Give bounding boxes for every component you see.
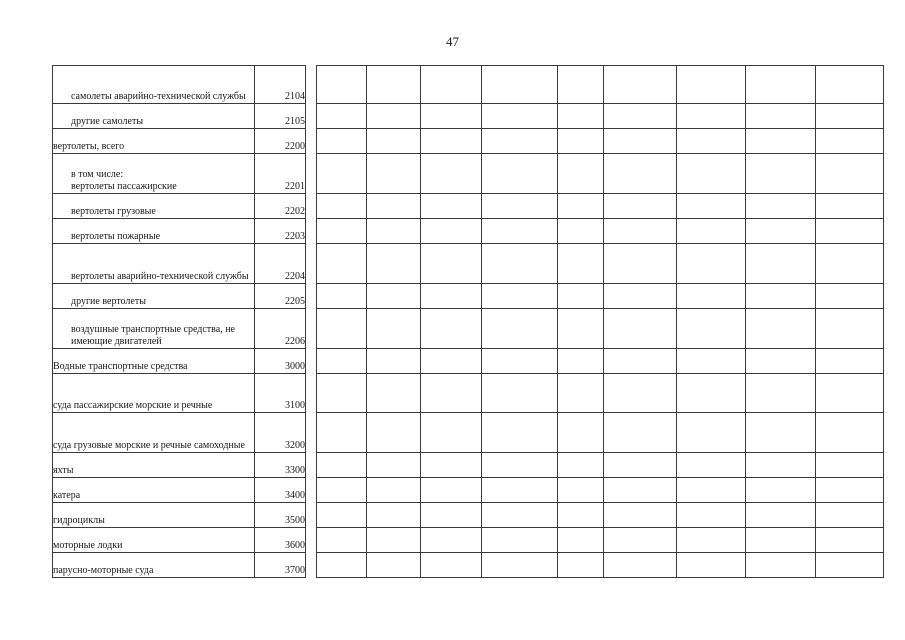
row-code: 2201 bbox=[255, 154, 306, 194]
table-row bbox=[53, 194, 884, 219]
row-name: в том числе: вертолеты пассажирские bbox=[53, 154, 255, 194]
empty-cell bbox=[604, 104, 677, 129]
empty-cell bbox=[677, 194, 746, 219]
empty-cell bbox=[604, 503, 677, 528]
table-row bbox=[53, 528, 884, 553]
empty-cell bbox=[816, 284, 884, 309]
empty-cell bbox=[746, 104, 816, 129]
empty-cell bbox=[482, 284, 558, 309]
empty-cell bbox=[317, 413, 367, 453]
empty-cell bbox=[421, 503, 482, 528]
row-name: вертолеты аварийно-технической службы bbox=[53, 244, 255, 284]
empty-cell bbox=[367, 553, 421, 578]
empty-cell bbox=[421, 129, 482, 154]
empty-cell bbox=[816, 244, 884, 284]
empty-cell bbox=[746, 129, 816, 154]
row-code: 3100 bbox=[255, 374, 306, 413]
empty-cell bbox=[482, 528, 558, 553]
column-gap bbox=[306, 374, 317, 413]
table-row bbox=[53, 154, 884, 194]
empty-cell bbox=[421, 66, 482, 104]
table-row bbox=[53, 553, 884, 578]
empty-cell bbox=[317, 553, 367, 578]
column-gap bbox=[306, 413, 317, 453]
empty-cell bbox=[558, 374, 604, 413]
empty-cell bbox=[558, 453, 604, 478]
empty-cell bbox=[367, 374, 421, 413]
empty-cell bbox=[677, 66, 746, 104]
empty-cell bbox=[558, 219, 604, 244]
empty-cell bbox=[604, 528, 677, 553]
empty-cell bbox=[367, 194, 421, 219]
empty-cell bbox=[421, 553, 482, 578]
empty-cell bbox=[367, 528, 421, 553]
row-code: 2202 bbox=[255, 194, 306, 219]
empty-cell bbox=[482, 553, 558, 578]
empty-cell bbox=[604, 129, 677, 154]
empty-cell bbox=[421, 309, 482, 349]
row-code: 3500 bbox=[255, 503, 306, 528]
column-gap bbox=[306, 453, 317, 478]
row-name: моторные лодки bbox=[53, 528, 255, 553]
empty-cell bbox=[604, 553, 677, 578]
empty-cell bbox=[367, 219, 421, 244]
empty-cell bbox=[482, 309, 558, 349]
column-gap bbox=[306, 154, 317, 194]
empty-cell bbox=[816, 66, 884, 104]
empty-cell bbox=[421, 453, 482, 478]
empty-cell bbox=[317, 284, 367, 309]
empty-cell bbox=[367, 244, 421, 284]
empty-cell bbox=[558, 503, 604, 528]
table-row bbox=[53, 129, 884, 154]
empty-cell bbox=[317, 244, 367, 284]
row-name: другие вертолеты bbox=[53, 284, 255, 309]
empty-cell bbox=[421, 154, 482, 194]
empty-cell bbox=[317, 528, 367, 553]
empty-cell bbox=[604, 219, 677, 244]
empty-cell bbox=[482, 154, 558, 194]
empty-cell bbox=[317, 453, 367, 478]
empty-cell bbox=[746, 453, 816, 478]
row-name: другие самолеты bbox=[53, 104, 255, 129]
empty-cell bbox=[746, 503, 816, 528]
empty-cell bbox=[317, 349, 367, 374]
empty-cell bbox=[421, 194, 482, 219]
empty-cell bbox=[558, 194, 604, 219]
empty-cell bbox=[317, 194, 367, 219]
row-name: вертолеты грузовые bbox=[53, 194, 255, 219]
empty-cell bbox=[421, 104, 482, 129]
row-name: вертолеты пожарные bbox=[53, 219, 255, 244]
table-row bbox=[53, 413, 884, 453]
empty-cell bbox=[677, 309, 746, 349]
table-row bbox=[53, 503, 884, 528]
empty-cell bbox=[677, 284, 746, 309]
row-code: 3600 bbox=[255, 528, 306, 553]
empty-cell bbox=[558, 349, 604, 374]
empty-cell bbox=[677, 478, 746, 503]
empty-cell bbox=[558, 553, 604, 578]
empty-cell bbox=[746, 553, 816, 578]
empty-cell bbox=[317, 503, 367, 528]
empty-cell bbox=[816, 413, 884, 453]
page-number: 47 bbox=[446, 34, 459, 49]
empty-cell bbox=[317, 104, 367, 129]
row-code: 2204 bbox=[255, 244, 306, 284]
column-gap bbox=[306, 104, 317, 129]
empty-cell bbox=[816, 349, 884, 374]
empty-cell bbox=[746, 284, 816, 309]
empty-cell bbox=[677, 129, 746, 154]
row-name: суда пассажирские морские и речные bbox=[53, 374, 255, 413]
column-gap bbox=[306, 284, 317, 309]
empty-cell bbox=[367, 453, 421, 478]
empty-cell bbox=[604, 154, 677, 194]
empty-cell bbox=[816, 194, 884, 219]
empty-cell bbox=[558, 104, 604, 129]
table-row bbox=[53, 244, 884, 284]
empty-cell bbox=[816, 478, 884, 503]
empty-cell bbox=[677, 104, 746, 129]
empty-cell bbox=[421, 528, 482, 553]
empty-cell bbox=[482, 453, 558, 478]
empty-cell bbox=[746, 154, 816, 194]
empty-cell bbox=[317, 478, 367, 503]
row-name: вертолеты, всего bbox=[53, 129, 255, 154]
column-gap bbox=[306, 478, 317, 503]
empty-cell bbox=[482, 374, 558, 413]
empty-cell bbox=[677, 374, 746, 413]
table-row bbox=[53, 374, 884, 413]
row-code: 2104 bbox=[255, 66, 306, 104]
empty-cell bbox=[482, 349, 558, 374]
empty-cell bbox=[746, 309, 816, 349]
empty-cell bbox=[482, 194, 558, 219]
empty-cell bbox=[746, 478, 816, 503]
empty-cell bbox=[746, 528, 816, 553]
empty-cell bbox=[604, 309, 677, 349]
column-gap bbox=[306, 66, 317, 104]
empty-cell bbox=[604, 284, 677, 309]
empty-cell bbox=[421, 284, 482, 309]
empty-cell bbox=[367, 66, 421, 104]
empty-cell bbox=[482, 66, 558, 104]
empty-cell bbox=[558, 129, 604, 154]
empty-cell bbox=[367, 309, 421, 349]
empty-cell bbox=[677, 349, 746, 374]
empty-cell bbox=[421, 478, 482, 503]
empty-cell bbox=[558, 66, 604, 104]
row-code: 3700 bbox=[255, 553, 306, 578]
table-row bbox=[53, 309, 884, 349]
empty-cell bbox=[421, 244, 482, 284]
table-row bbox=[53, 478, 884, 503]
row-name: воздушные транспортные средства, не имеющие двигателей bbox=[53, 309, 255, 349]
empty-cell bbox=[746, 194, 816, 219]
empty-cell bbox=[604, 66, 677, 104]
empty-cell bbox=[367, 104, 421, 129]
empty-cell bbox=[317, 129, 367, 154]
row-code: 3000 bbox=[255, 349, 306, 374]
empty-cell bbox=[816, 374, 884, 413]
table-row bbox=[53, 284, 884, 309]
empty-cell bbox=[816, 503, 884, 528]
empty-cell bbox=[677, 503, 746, 528]
empty-cell bbox=[482, 244, 558, 284]
empty-cell bbox=[604, 244, 677, 284]
row-name: яхты bbox=[53, 453, 255, 478]
empty-cell bbox=[317, 219, 367, 244]
empty-cell bbox=[677, 453, 746, 478]
empty-cell bbox=[367, 154, 421, 194]
row-name: парусно-моторные суда bbox=[53, 553, 255, 578]
row-code: 3400 bbox=[255, 478, 306, 503]
row-code: 2200 bbox=[255, 129, 306, 154]
row-name: катера bbox=[53, 478, 255, 503]
empty-cell bbox=[746, 66, 816, 104]
table-row bbox=[53, 104, 884, 129]
empty-cell bbox=[816, 453, 884, 478]
empty-cell bbox=[677, 154, 746, 194]
empty-cell bbox=[558, 478, 604, 503]
empty-cell bbox=[367, 284, 421, 309]
empty-cell bbox=[746, 374, 816, 413]
empty-cell bbox=[604, 374, 677, 413]
empty-cell bbox=[677, 219, 746, 244]
column-gap bbox=[306, 528, 317, 553]
empty-cell bbox=[816, 129, 884, 154]
empty-cell bbox=[482, 413, 558, 453]
column-gap bbox=[306, 503, 317, 528]
row-code: 3200 bbox=[255, 413, 306, 453]
empty-cell bbox=[746, 219, 816, 244]
empty-cell bbox=[367, 413, 421, 453]
table-row bbox=[53, 219, 884, 244]
table-row bbox=[53, 349, 884, 374]
row-name: суда грузовые морские и речные самоходные bbox=[53, 413, 255, 453]
empty-cell bbox=[816, 104, 884, 129]
empty-cell bbox=[367, 478, 421, 503]
empty-cell bbox=[604, 413, 677, 453]
empty-cell bbox=[367, 129, 421, 154]
empty-cell bbox=[558, 244, 604, 284]
empty-cell bbox=[317, 154, 367, 194]
empty-cell bbox=[367, 503, 421, 528]
empty-cell bbox=[421, 219, 482, 244]
empty-cell bbox=[558, 309, 604, 349]
column-gap bbox=[306, 349, 317, 374]
empty-cell bbox=[482, 503, 558, 528]
empty-cell bbox=[604, 349, 677, 374]
empty-cell bbox=[677, 413, 746, 453]
column-gap bbox=[306, 309, 317, 349]
row-code: 2205 bbox=[255, 284, 306, 309]
empty-cell bbox=[558, 528, 604, 553]
empty-cell bbox=[816, 219, 884, 244]
empty-cell bbox=[604, 194, 677, 219]
data-table bbox=[52, 65, 884, 578]
empty-cell bbox=[482, 478, 558, 503]
empty-cell bbox=[367, 349, 421, 374]
row-code: 2206 bbox=[255, 309, 306, 349]
row-code: 2203 bbox=[255, 219, 306, 244]
empty-cell bbox=[746, 349, 816, 374]
empty-cell bbox=[746, 413, 816, 453]
row-name: самолеты аварийно-технической службы bbox=[53, 66, 255, 104]
empty-cell bbox=[816, 528, 884, 553]
empty-cell bbox=[421, 413, 482, 453]
row-name: гидроциклы bbox=[53, 503, 255, 528]
table-row bbox=[53, 453, 884, 478]
column-gap bbox=[306, 194, 317, 219]
empty-cell bbox=[604, 478, 677, 503]
table-row bbox=[53, 66, 884, 104]
column-gap bbox=[306, 244, 317, 284]
empty-cell bbox=[482, 129, 558, 154]
empty-cell bbox=[604, 453, 677, 478]
column-gap bbox=[306, 553, 317, 578]
empty-cell bbox=[816, 154, 884, 194]
empty-cell bbox=[421, 349, 482, 374]
empty-cell bbox=[677, 553, 746, 578]
empty-cell bbox=[482, 104, 558, 129]
column-gap bbox=[306, 129, 317, 154]
empty-cell bbox=[558, 284, 604, 309]
empty-cell bbox=[558, 413, 604, 453]
empty-cell bbox=[482, 219, 558, 244]
empty-cell bbox=[677, 244, 746, 284]
empty-cell bbox=[558, 154, 604, 194]
row-name: Водные транспортные средства bbox=[53, 349, 255, 374]
empty-cell bbox=[421, 374, 482, 413]
row-code: 3300 bbox=[255, 453, 306, 478]
row-code: 2105 bbox=[255, 104, 306, 129]
empty-cell bbox=[317, 374, 367, 413]
column-gap bbox=[306, 219, 317, 244]
empty-cell bbox=[816, 309, 884, 349]
empty-cell bbox=[816, 553, 884, 578]
empty-cell bbox=[677, 528, 746, 553]
empty-cell bbox=[317, 66, 367, 104]
empty-cell bbox=[746, 244, 816, 284]
empty-cell bbox=[317, 309, 367, 349]
